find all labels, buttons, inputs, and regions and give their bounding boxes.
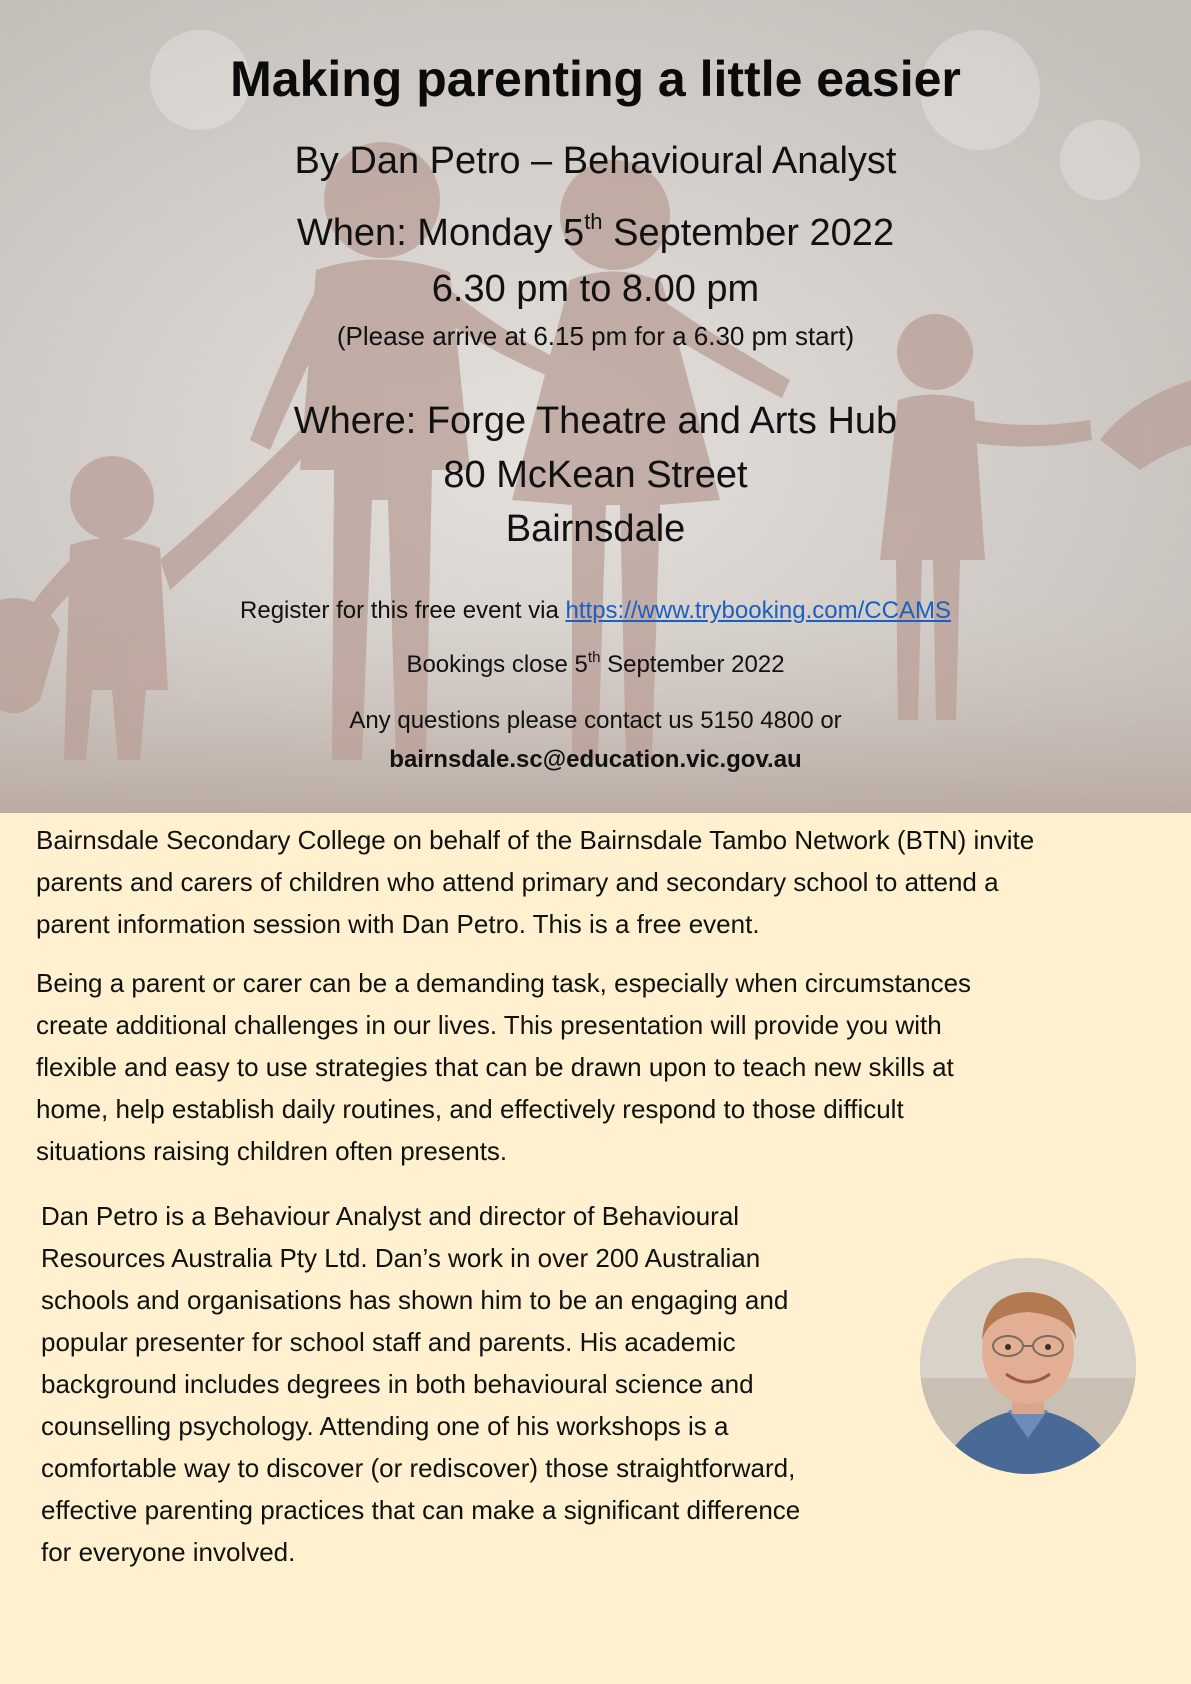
page-title: Making parenting a little easier [230,51,961,107]
paragraph-line: counselling psychology. Attending one of his workshops is a [41,1411,729,1441]
bookings-prefix: Bookings close 5 [406,651,588,678]
paragraph-line: parents and carers of children who attend primary and secondary school to attend a [36,867,999,897]
event-date [0,209,1191,255]
event-date-suffix: September 2022 [602,212,895,254]
paragraph-line: Dan Petro is a Behaviour Analyst and director of Behavioural [41,1201,740,1231]
presentation-description-paragraph [36,962,1106,1172]
paragraph-line: schools and organisations has shown him to be an engaging and [41,1285,789,1315]
paragraph-line: Resources Australia Pty Ltd. Dan’s work in over 200 Australian [41,1243,761,1273]
bookings-ordinal: th [587,649,601,666]
paragraph-line: flexible and easy to use strategies that can be drawn upon to teach new skills at [36,1052,954,1082]
event-details [0,0,1191,813]
event-street-address: 80 McKean Street [443,454,748,496]
paragraph-line: for everyone involved. [41,1537,296,1567]
invitation-paragraph [36,819,1166,945]
contact-email: bairnsdale.sc@education.vic.gov.au [389,746,802,773]
presenter-bio-paragraph [41,1195,909,1573]
presenter-portrait-image [920,1258,1136,1474]
paragraph-line: home, help establish daily routines, and effectively respond to those difficult [36,1094,904,1124]
paragraph-line: situations raising children often presents. [36,1136,508,1166]
registration-text: Register for this free event via [240,597,566,624]
event-header-section [0,0,1191,813]
event-date-ordinal: th [584,209,603,234]
paragraph-line: parent information session with Dan Petro. This is a free event. [36,909,760,939]
event-town: Bairnsdale [505,508,686,550]
paragraph-line: popular presenter for school staff and parents. His academic [41,1327,736,1357]
arrival-note: (Please arrive at 6.15 pm for a 6.30 pm start) [336,321,855,351]
paragraph-line: comfortable way to discover (or rediscover) those straightforward, [41,1453,796,1483]
bookings-suffix: September 2022 [600,651,785,678]
paragraph-line: effective parenting practices that can make a significant difference [41,1495,801,1525]
paragraph-line: background includes degrees in both behavioural science and [41,1369,754,1399]
contact-phone-note: Any questions please contact us 5150 4800 or [349,707,842,734]
presenter-byline: By Dan Petro – Behavioural Analyst [294,140,897,182]
paragraph-line: Bairnsdale Secondary College on behalf of the Bairnsdale Tambo Network (BTN) invite [36,825,1035,855]
event-venue: Where: Forge Theatre and Arts Hub [293,400,898,442]
paragraph-line: create additional challenges in our lives. This presentation will provide you with [36,1010,942,1040]
presenter-photo [920,1258,1136,1474]
event-time: 6.30 pm to 8.00 pm [431,268,760,310]
event-date-prefix: When: Monday 5 [296,212,585,254]
paragraph-line: Being a parent or carer can be a demanding task, especially when circumstances [36,968,972,998]
bookings-close-note [0,651,1191,679]
registration-info [0,597,1191,625]
registration-link[interactable]: https://www.trybooking.com/CCAMS [565,597,951,624]
